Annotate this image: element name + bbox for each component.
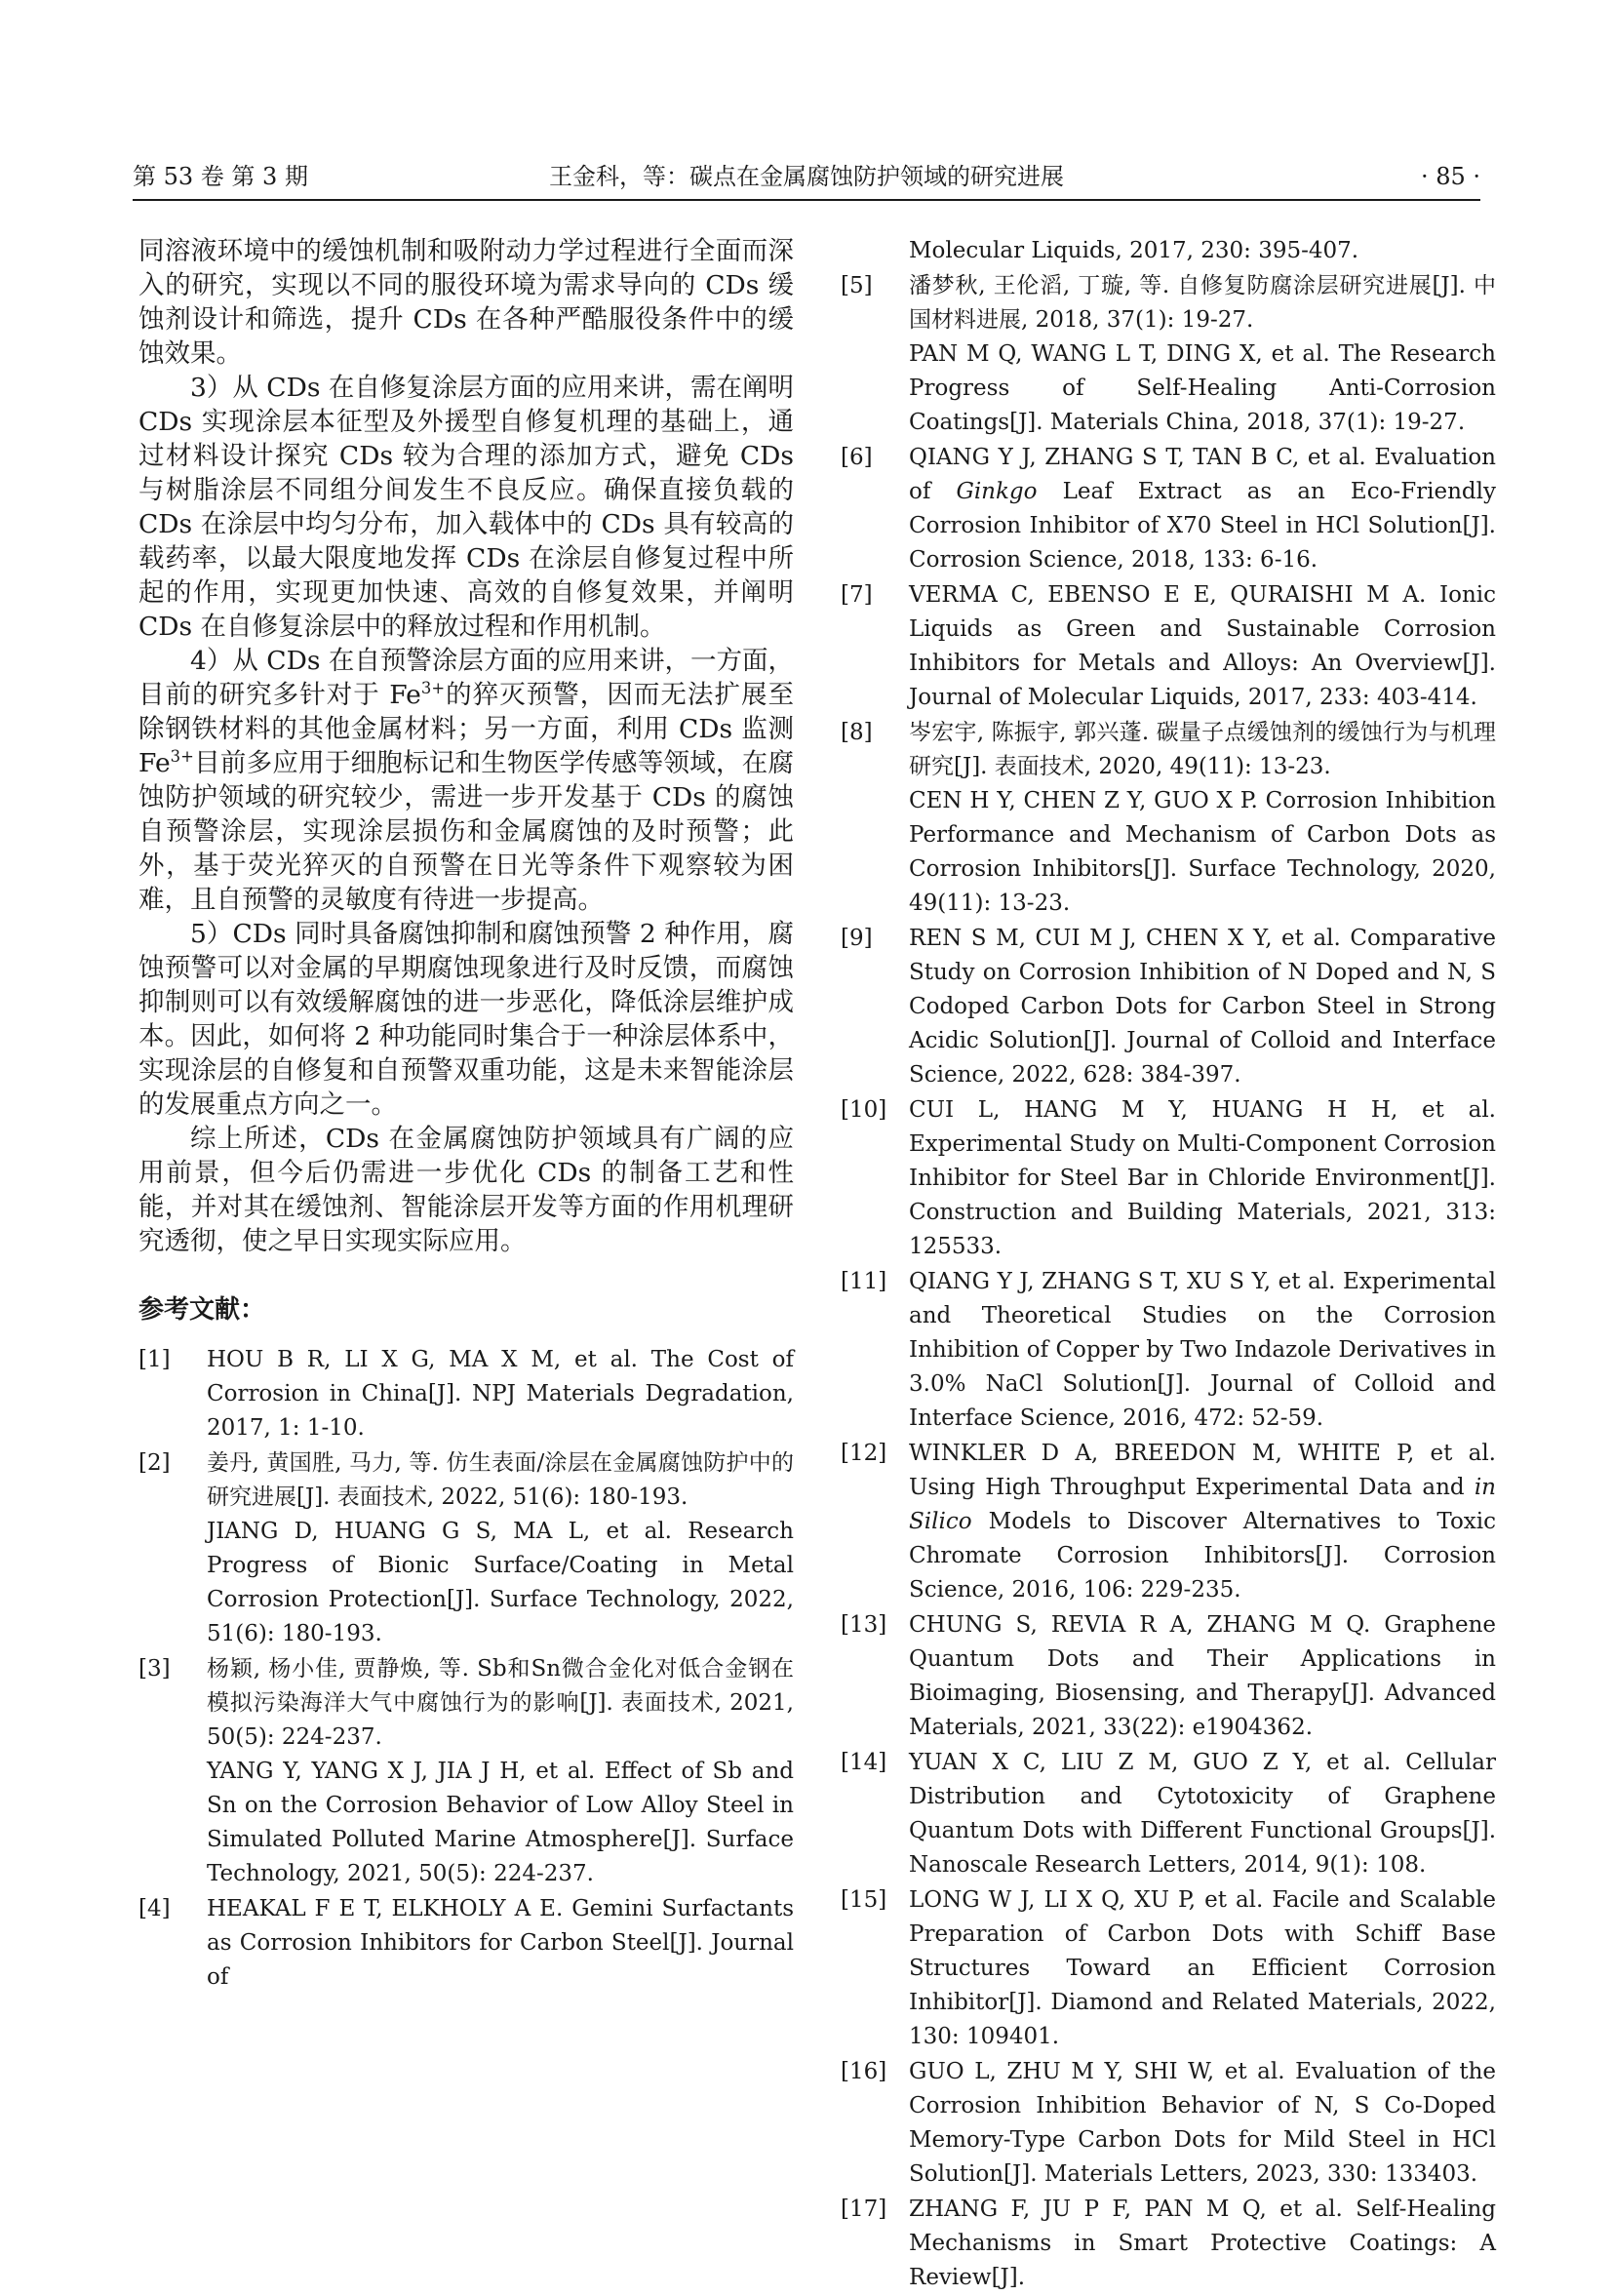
paragraph-self-healing: 3）从 CDs 在自修复涂层方面的应用来讲，需在阐明 CDs 实现涂层本征型及外援型自修复机理的基础上，通过材料设计探究 CDs 较为合理的添加方式，避免 CDs 与树脂涂层不同组分间发生不良反应。确保直接负载的 CDs 在涂层中均匀分布，加入载体中的 CDs 具有较高的载药率，以最大限度地发挥 CDs 在涂层自修复过程中所起的作用，实现更加快速、高效的自修复效果，并阐明 CDs 在自修复涂层中的释放过程和作用机制。 [138, 373, 794, 642]
reference-item: [14] YUAN X C, LIU Z M, GUO Z Y, et al. Cellular Distribution and Cytotoxicity of Graphene Quantum Dots with Different Functional Groups[J]. Nanoscale Research Letters, 2014, 9(1): 108. [841, 1750, 1496, 1878]
references-heading: 参考文献： [138, 1295, 266, 1325]
reference-item: [5] 潘梦秋, 王伦滔, 丁璇, 等. 自修复防腐涂层研究进展[J]. 中国材料进展, 2018, 37(1): 19-27. PAN M Q, WANG L T, DING X, et al. The Research Progress of Self-Healing Anti-Corrosion Coatings[J]. Materials China, 2018, 37(1): 19-27. [841, 273, 1496, 435]
volume-issue: 第 53 卷 第 3 期 [133, 163, 308, 190]
paragraph-self-warning: 4）从 CDs 在自预警涂层方面的应用来讲，一方面，目前的研究多针对于 $Fe^{3+}$的猝灭预警，因而无法扩展至除钢铁材料的其他金属材料；另一方面，利用 CDs 监测 $Fe^{3+}$目前多应用于细胞标记和生物医学传感等领域，在腐蚀防护领域的研究较少，需进一步开发基于 CDs 的腐蚀自预警涂层，实现涂层损伤和金属腐蚀的及时预警；此外，基于荧光猝灭的自预警在日光等条件下观察较为困难，且自预警的灵敏度有待进一步提高。 [138, 646, 795, 915]
reference-item: [17] ZHANG F, JU P F, PAN M Q, et al. Self-Healing Mechanisms in Smart Protective Coatings: A Review[J]. [841, 2197, 1496, 2290]
paragraph-continued: 同溶液环境中的缓蚀机制和吸附动力学过程进行全面而深入的研究，实现以不同的服役环境为需求导向的 CDs 缓蚀剂设计和筛选，提升 CDs 在各种严酷服役条件中的缓蚀效果。 [138, 236, 794, 369]
reference-item: [11] QIANG Y J, ZHANG S T, XU S Y, et al. Experimental and Theoretical Studies on the Corrosion Inhibition of Copper by Two Indazole Derivatives in 3.0% NaCl Solution[J]. Journal of Colloid and Interface Science, 2016, 472: 52-59. [841, 1269, 1496, 1431]
reference-item: [3] 杨颖, 杨小佳, 贾静焕, 等. Sb和Sn微合金化对低合金钢在模拟污染海洋大气中腐蚀行为的影响[J]. 表面技术, 2021, 50(5): 224-237. YANG Y, YANG X J, JIA J H, et al. Effect of Sb and Sn on the Corrosion Behavior of Low Alloy Steel in Simulated Polluted Marine Atmosphere[J]. Surface Technology, 2021, 50(5): 224-237. [138, 1656, 794, 1886]
reference-item: [1] HOU B R, LI X G, MA X M, et al. The Cost of Corrosion in China[J]. NPJ Materials Degradation, 2017, 1: 1-10. [138, 1347, 794, 1441]
paragraph-conclusion: 综上所述，CDs 在金属腐蚀防护领域具有广阔的应用前景，但今后仍需进一步优化 CDs 的制备工艺和性能，并对其在缓蚀剂、智能涂层开发等方面的作用机理研究透彻，使之早日实现实际应用。 [138, 1124, 794, 1256]
reference-item: [7] VERMA C, EBENSO E E, QURAISHI M A. Ionic Liquids as Green and Sustainable Corrosion Inhibitors for Metals and Alloys: An Overview[J]. Journal of Molecular Liquids, 2017, 233: 403-414. [841, 582, 1496, 710]
running-title: 王金科，等：碳点在金属腐蚀防护领域的研究进展 [549, 163, 1064, 190]
reference-item: [16] GUO L, ZHU M Y, SHI W, et al. Evaluation of the Corrosion Inhibition Behavior of N, S Co-Doped Memory-Type Carbon Dots for Mild Steel in HCl Solution[J]. Materials Letters, 2023, 330: 133403. [841, 2059, 1496, 2187]
paragraph-dual-function: 5）CDs 同时具备腐蚀抑制和腐蚀预警 2 种作用，腐蚀预警可以对金属的早期腐蚀现象进行及时反馈，而腐蚀抑制则可以有效缓解腐蚀的进一步恶化，降低涂层维护成本。因此，如何将 2 种功能同时集合于一种涂层体系中，实现涂层的自修复和自预警双重功能，这是未来智能涂层的发展重点方向之一。 [138, 919, 794, 1120]
reference-item: [2] 姜丹, 黄国胜, 马力, 等. 仿生表面/涂层在金属腐蚀防护中的研究进展[J]. 表面技术, 2022, 51(6): 180-193. JIANG D, HUANG G S, MA L, et al. Research Progress of Bionic Surface/Coating in Metal Corrosion Protection[J]. Surface Technology, 2022, 51(6): 180-193. [138, 1450, 794, 1646]
running-header [133, 154, 1480, 201]
reference-item: [8] 岑宏宇, 陈振宇, 郭兴蓬. 碳量子点缓蚀剂的缓蚀行为与机理研究[J]. 表面技术, 2020, 49(11): 13-23. CEN H Y, CHEN Z Y, GUO X P. Corrosion Inhibition Performance and Mechanism of Carbon Dots as Corrosion Inhibitors[J]. Surface Technology, 2020, 49(11): 13-23. [841, 720, 1496, 916]
reference-item: [10] CUI L, HANG M Y, HUANG H H, et al. Experimental Study on Multi-Component Corrosion Inhibitor for Steel Bar in Chloride Environment[J]. Construction and Building Materials, 2021, 313: 125533. [841, 1097, 1496, 1259]
reference-item-continued: Molecular Liquids, 2017, 230: 395-407. [909, 238, 1359, 263]
reference-item: [4] HEAKAL F E T, ELKHOLY A E. Gemini Surfactants as Corrosion Inhibitors for Carbon Steel[J]. Journal of [138, 1896, 794, 1990]
reference-item: [12] WINKLER D A, BREEDON M, WHITE P, et al. Using High Throughput Experimental Data and in Silico Models to Discover Alternatives to Toxic Chromate Corrosion Inhibitors[J]. Corrosion Science, 2016, 106: 229-235. [841, 1441, 1496, 1603]
reference-item: [6] QIANG Y J, ZHANG S T, TAN B C, et al. Evaluation of Ginkgo Leaf Extract as an Eco-Friendly Corrosion Inhibitor of X70 Steel in HCl Solution[J]. Corrosion Science, 2018, 133: 6-16. [841, 445, 1497, 573]
reference-item: [13] CHUNG S, REVIA R A, ZHANG M Q. Graphene Quantum Dots and Their Applications in Bioimaging, Biosensing, and Therapy[J]. Advanced Materials, 2021, 33(22): e1904362. [841, 1612, 1496, 1740]
reference-item: [9] REN S M, CUI M J, CHEN X Y, et al. Comparative Study on Corrosion Inhibition of N Doped and N, S Codoped Carbon Dots for Carbon Steel in Strong Acidic Solution[J]. Journal of Colloid and Interface Science, 2022, 628: 384-397. [841, 926, 1496, 1088]
left-column [138, 234, 794, 1996]
right-column [841, 234, 1496, 2296]
page-number: · 85 · [1420, 163, 1480, 190]
reference-item: [15] LONG W J, LI X Q, XU P, et al. Facile and Scalable Preparation of Carbon Dots with Schiff Base Structures Toward an Efficient Corrosion Inhibitor[J]. Diamond and Related Materials, 2022, 130: 109401. [841, 1887, 1496, 2049]
